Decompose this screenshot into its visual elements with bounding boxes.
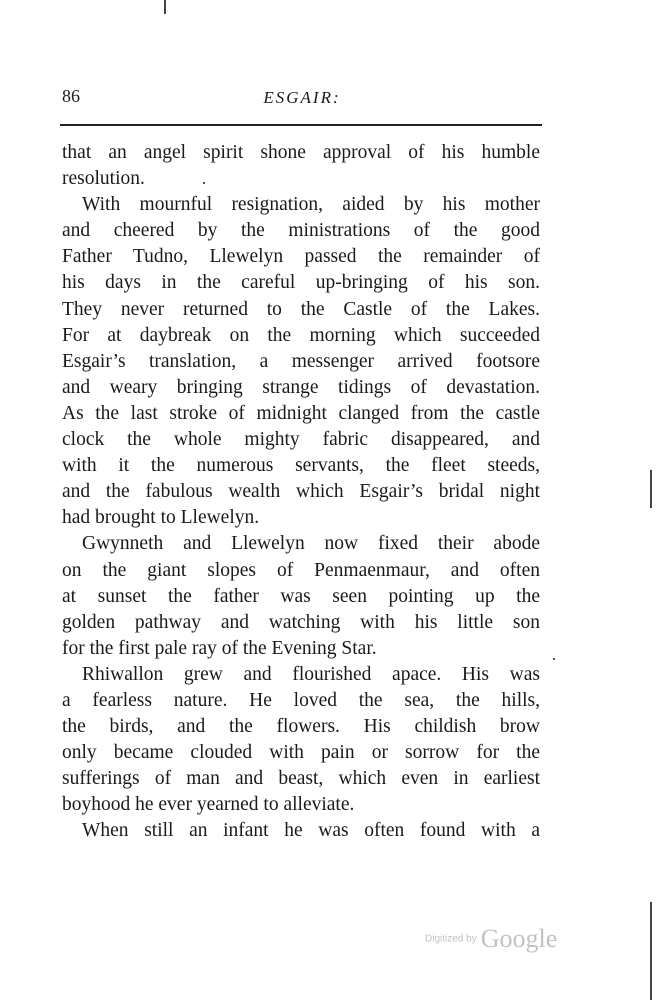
- text-line: the birds, and the flowers. His childish brow: [62, 716, 540, 738]
- scan-speck: [203, 182, 205, 184]
- watermark-brand: Google: [480, 924, 558, 953]
- text-line: and cheered by the ministrations of the good: [62, 220, 540, 242]
- text-line: sufferings of man and beast, which even in earliest: [62, 768, 540, 790]
- page-header: [62, 86, 542, 116]
- text-line: Esgair’s translation, a messenger arrived footsore: [62, 350, 540, 372]
- watermark-prefix: Digitized by: [425, 933, 477, 945]
- text-line: a fearless nature. He loved the sea, the hills,: [62, 689, 540, 711]
- text-line: his days in the careful up-bringing of his son.: [62, 272, 540, 294]
- text-line: boyhood he ever yearned to alleviate.: [62, 794, 355, 816]
- text-line: golden pathway and watching with his little son: [62, 611, 540, 633]
- scan-speck: [553, 658, 555, 660]
- text-line: With mournful resignation, aided by his mother: [82, 194, 540, 216]
- scan-edge-mark-right: [650, 470, 652, 508]
- text-line: with it the numerous servants, the fleet steeds,: [62, 455, 540, 477]
- text-line: on the giant slopes of Penmaenmaur, and often: [62, 559, 540, 581]
- text-line: When still an infant he was often found with a: [82, 820, 540, 842]
- text-line: Gwynneth and Llewelyn now fixed their abode: [82, 533, 540, 555]
- text-line: As the last stroke of midnight clanged from the castle: [62, 402, 540, 424]
- text-line: Father Tudno, Llewelyn passed the remainder of: [62, 246, 540, 268]
- text-line: They never returned to the Castle of the Lakes.: [62, 298, 540, 320]
- digitized-watermark: [425, 924, 557, 954]
- page-number: 86: [62, 86, 80, 106]
- text-line: that an angel spirit shone approval of his humble: [62, 142, 540, 163]
- text-line: at sunset the father was seen pointing up the: [62, 585, 540, 607]
- text-line: only became clouded with pain or sorrow for the: [62, 742, 540, 764]
- text-line: For at daybreak on the morning which succeeded: [62, 324, 540, 346]
- body-text: [62, 140, 540, 845]
- running-title: ESGAIR:: [263, 88, 341, 107]
- text-line: resolution.: [62, 168, 145, 190]
- text-line: Rhiwallon grew and flourished apace. His was: [82, 663, 540, 685]
- text-line: and weary bringing strange tidings of devastation.: [62, 376, 540, 398]
- text-line: clock the whole mighty fabric disappeared, and: [62, 429, 540, 451]
- scan-edge-mark-bottom: [650, 902, 652, 1000]
- scan-edge-mark-top: [164, 0, 166, 14]
- text-line: for the first pale ray of the Evening Star.: [62, 637, 377, 659]
- text-line: and the fabulous wealth which Esgair’s bridal night: [62, 481, 540, 503]
- text-line: had brought to Llewelyn.: [62, 507, 260, 529]
- header-rule: [60, 124, 542, 126]
